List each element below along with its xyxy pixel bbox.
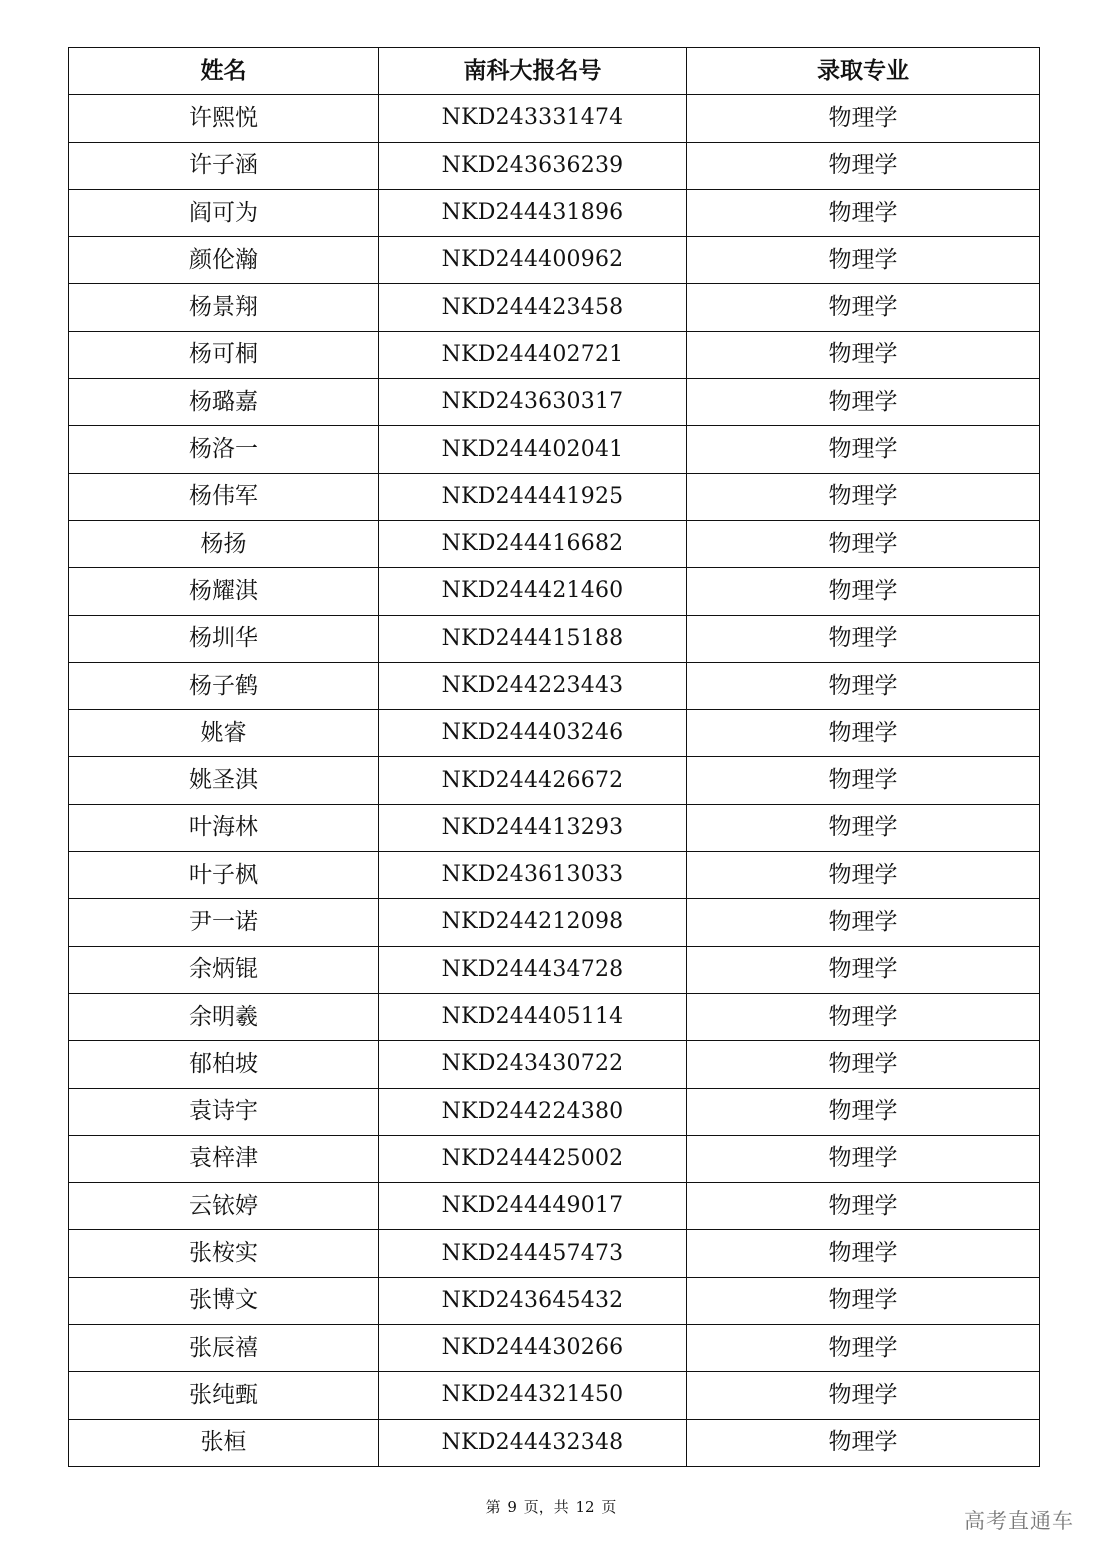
table-row <box>69 1041 1040 1088</box>
cell-registration-id: NKD244441925 <box>379 473 687 520</box>
table-row <box>69 1230 1040 1277</box>
cell-major: 物理学 <box>687 757 1040 804</box>
cell-name: 杨耀淇 <box>69 568 379 615</box>
cell-major: 物理学 <box>687 1135 1040 1182</box>
cell-major: 物理学 <box>687 95 1040 142</box>
cell-major: 物理学 <box>687 284 1040 331</box>
table-row <box>69 804 1040 851</box>
table-row <box>69 426 1040 473</box>
table-body <box>69 95 1040 1467</box>
cell-registration-id: NKD244212098 <box>379 899 687 946</box>
table-row <box>69 520 1040 567</box>
cell-name: 阎可为 <box>69 189 379 236</box>
table-row <box>69 615 1040 662</box>
cell-name: 张博文 <box>69 1277 379 1324</box>
cell-registration-id: NKD244434728 <box>379 946 687 993</box>
cell-name: 叶子枫 <box>69 852 379 899</box>
cell-major: 物理学 <box>687 662 1040 709</box>
cell-name: 杨景翔 <box>69 284 379 331</box>
cell-registration-id: NKD244421460 <box>379 568 687 615</box>
header-row <box>69 48 1040 95</box>
cell-registration-id: NKD244400962 <box>379 237 687 284</box>
cell-name: 杨圳华 <box>69 615 379 662</box>
cell-major: 物理学 <box>687 615 1040 662</box>
cell-name: 杨扬 <box>69 520 379 567</box>
cell-major: 物理学 <box>687 520 1040 567</box>
table-row <box>69 1277 1040 1324</box>
cell-registration-id: NKD244449017 <box>379 1183 687 1230</box>
cell-registration-id: NKD244224380 <box>379 1088 687 1135</box>
cell-registration-id: NKD243636239 <box>379 142 687 189</box>
footer-total-pages: 12 <box>575 1498 595 1516</box>
cell-name: 郁柏坡 <box>69 1041 379 1088</box>
cell-registration-id: NKD244416682 <box>379 520 687 567</box>
cell-name: 张辰禧 <box>69 1325 379 1372</box>
cell-major: 物理学 <box>687 379 1040 426</box>
cell-major: 物理学 <box>687 946 1040 993</box>
cell-registration-id: NKD244415188 <box>379 615 687 662</box>
cell-registration-id: NKD243430722 <box>379 1041 687 1088</box>
table-row <box>69 142 1040 189</box>
cell-major: 物理学 <box>687 804 1040 851</box>
admission-table <box>68 47 1040 1467</box>
header-major: 录取专业 <box>687 48 1040 95</box>
cell-major: 物理学 <box>687 1183 1040 1230</box>
cell-registration-id: NKD244432348 <box>379 1419 687 1466</box>
table-header <box>69 48 1040 95</box>
cell-major: 物理学 <box>687 993 1040 1040</box>
table-row <box>69 710 1040 757</box>
table-row <box>69 331 1040 378</box>
header-name: 姓名 <box>69 48 379 95</box>
cell-major: 物理学 <box>687 1041 1040 1088</box>
cell-registration-id: NKD243645432 <box>379 1277 687 1324</box>
cell-major: 物理学 <box>687 142 1040 189</box>
cell-name: 张纯甄 <box>69 1372 379 1419</box>
cell-registration-id: NKD244405114 <box>379 993 687 1040</box>
cell-major: 物理学 <box>687 237 1040 284</box>
cell-name: 叶海林 <box>69 804 379 851</box>
table-row <box>69 662 1040 709</box>
cell-registration-id: NKD244402041 <box>379 426 687 473</box>
cell-name: 云铱婷 <box>69 1183 379 1230</box>
cell-major: 物理学 <box>687 1419 1040 1466</box>
cell-name: 杨洛一 <box>69 426 379 473</box>
table-row <box>69 379 1040 426</box>
cell-registration-id: NKD244403246 <box>379 710 687 757</box>
cell-name: 姚圣淇 <box>69 757 379 804</box>
cell-registration-id: NKD244430266 <box>379 1325 687 1372</box>
table-row <box>69 473 1040 520</box>
table-row <box>69 237 1040 284</box>
cell-name: 张桉实 <box>69 1230 379 1277</box>
cell-name: 颜伦瀚 <box>69 237 379 284</box>
table-row <box>69 993 1040 1040</box>
cell-name: 余明羲 <box>69 993 379 1040</box>
footer-current-page: 9 <box>507 1498 517 1516</box>
cell-major: 物理学 <box>687 1088 1040 1135</box>
table-row <box>69 757 1040 804</box>
cell-major: 物理学 <box>687 189 1040 236</box>
table-row <box>69 189 1040 236</box>
table-row <box>69 1325 1040 1372</box>
cell-registration-id: NKD243630317 <box>379 379 687 426</box>
cell-registration-id: NKD244223443 <box>379 662 687 709</box>
table-row <box>69 1135 1040 1182</box>
table-row <box>69 899 1040 946</box>
cell-major: 物理学 <box>687 426 1040 473</box>
table-row <box>69 1183 1040 1230</box>
cell-name: 张桓 <box>69 1419 379 1466</box>
cell-name: 尹一诺 <box>69 899 379 946</box>
table-row <box>69 284 1040 331</box>
cell-registration-id: NKD244425002 <box>379 1135 687 1182</box>
cell-name: 杨伟军 <box>69 473 379 520</box>
table-row <box>69 1372 1040 1419</box>
cell-registration-id: NKD243331474 <box>379 95 687 142</box>
cell-name: 杨璐嘉 <box>69 379 379 426</box>
cell-major: 物理学 <box>687 1325 1040 1372</box>
page-footer <box>0 1496 1102 1517</box>
table-row <box>69 1419 1040 1466</box>
cell-major: 物理学 <box>687 331 1040 378</box>
cell-registration-id: NKD244413293 <box>379 804 687 851</box>
cell-registration-id: NKD244423458 <box>379 284 687 331</box>
cell-name: 许熙悦 <box>69 95 379 142</box>
cell-name: 袁梓津 <box>69 1135 379 1182</box>
footer-suffix: 页 <box>601 1498 617 1516</box>
footer-prefix: 第 <box>485 1498 501 1516</box>
cell-major: 物理学 <box>687 710 1040 757</box>
watermark-text: 高考直通车 <box>964 1509 1074 1533</box>
table-row <box>69 852 1040 899</box>
cell-registration-id: NKD244426672 <box>379 757 687 804</box>
cell-major: 物理学 <box>687 899 1040 946</box>
cell-name: 许子涵 <box>69 142 379 189</box>
cell-name: 杨子鹤 <box>69 662 379 709</box>
cell-name: 姚睿 <box>69 710 379 757</box>
cell-registration-id: NKD244402721 <box>379 331 687 378</box>
cell-registration-id: NKD244321450 <box>379 1372 687 1419</box>
cell-major: 物理学 <box>687 1372 1040 1419</box>
cell-major: 物理学 <box>687 568 1040 615</box>
table-row <box>69 568 1040 615</box>
cell-name: 杨可桐 <box>69 331 379 378</box>
cell-registration-id: NKD244431896 <box>379 189 687 236</box>
cell-name: 袁诗宇 <box>69 1088 379 1135</box>
cell-major: 物理学 <box>687 1230 1040 1277</box>
table-row <box>69 1088 1040 1135</box>
cell-name: 余炳锟 <box>69 946 379 993</box>
cell-major: 物理学 <box>687 473 1040 520</box>
footer-middle: 页，共 <box>523 1498 569 1516</box>
cell-registration-id: NKD243613033 <box>379 852 687 899</box>
table-row <box>69 95 1040 142</box>
table-row <box>69 946 1040 993</box>
header-registration-id: 南科大报名号 <box>379 48 687 95</box>
cell-major: 物理学 <box>687 852 1040 899</box>
cell-major: 物理学 <box>687 1277 1040 1324</box>
cell-registration-id: NKD244457473 <box>379 1230 687 1277</box>
